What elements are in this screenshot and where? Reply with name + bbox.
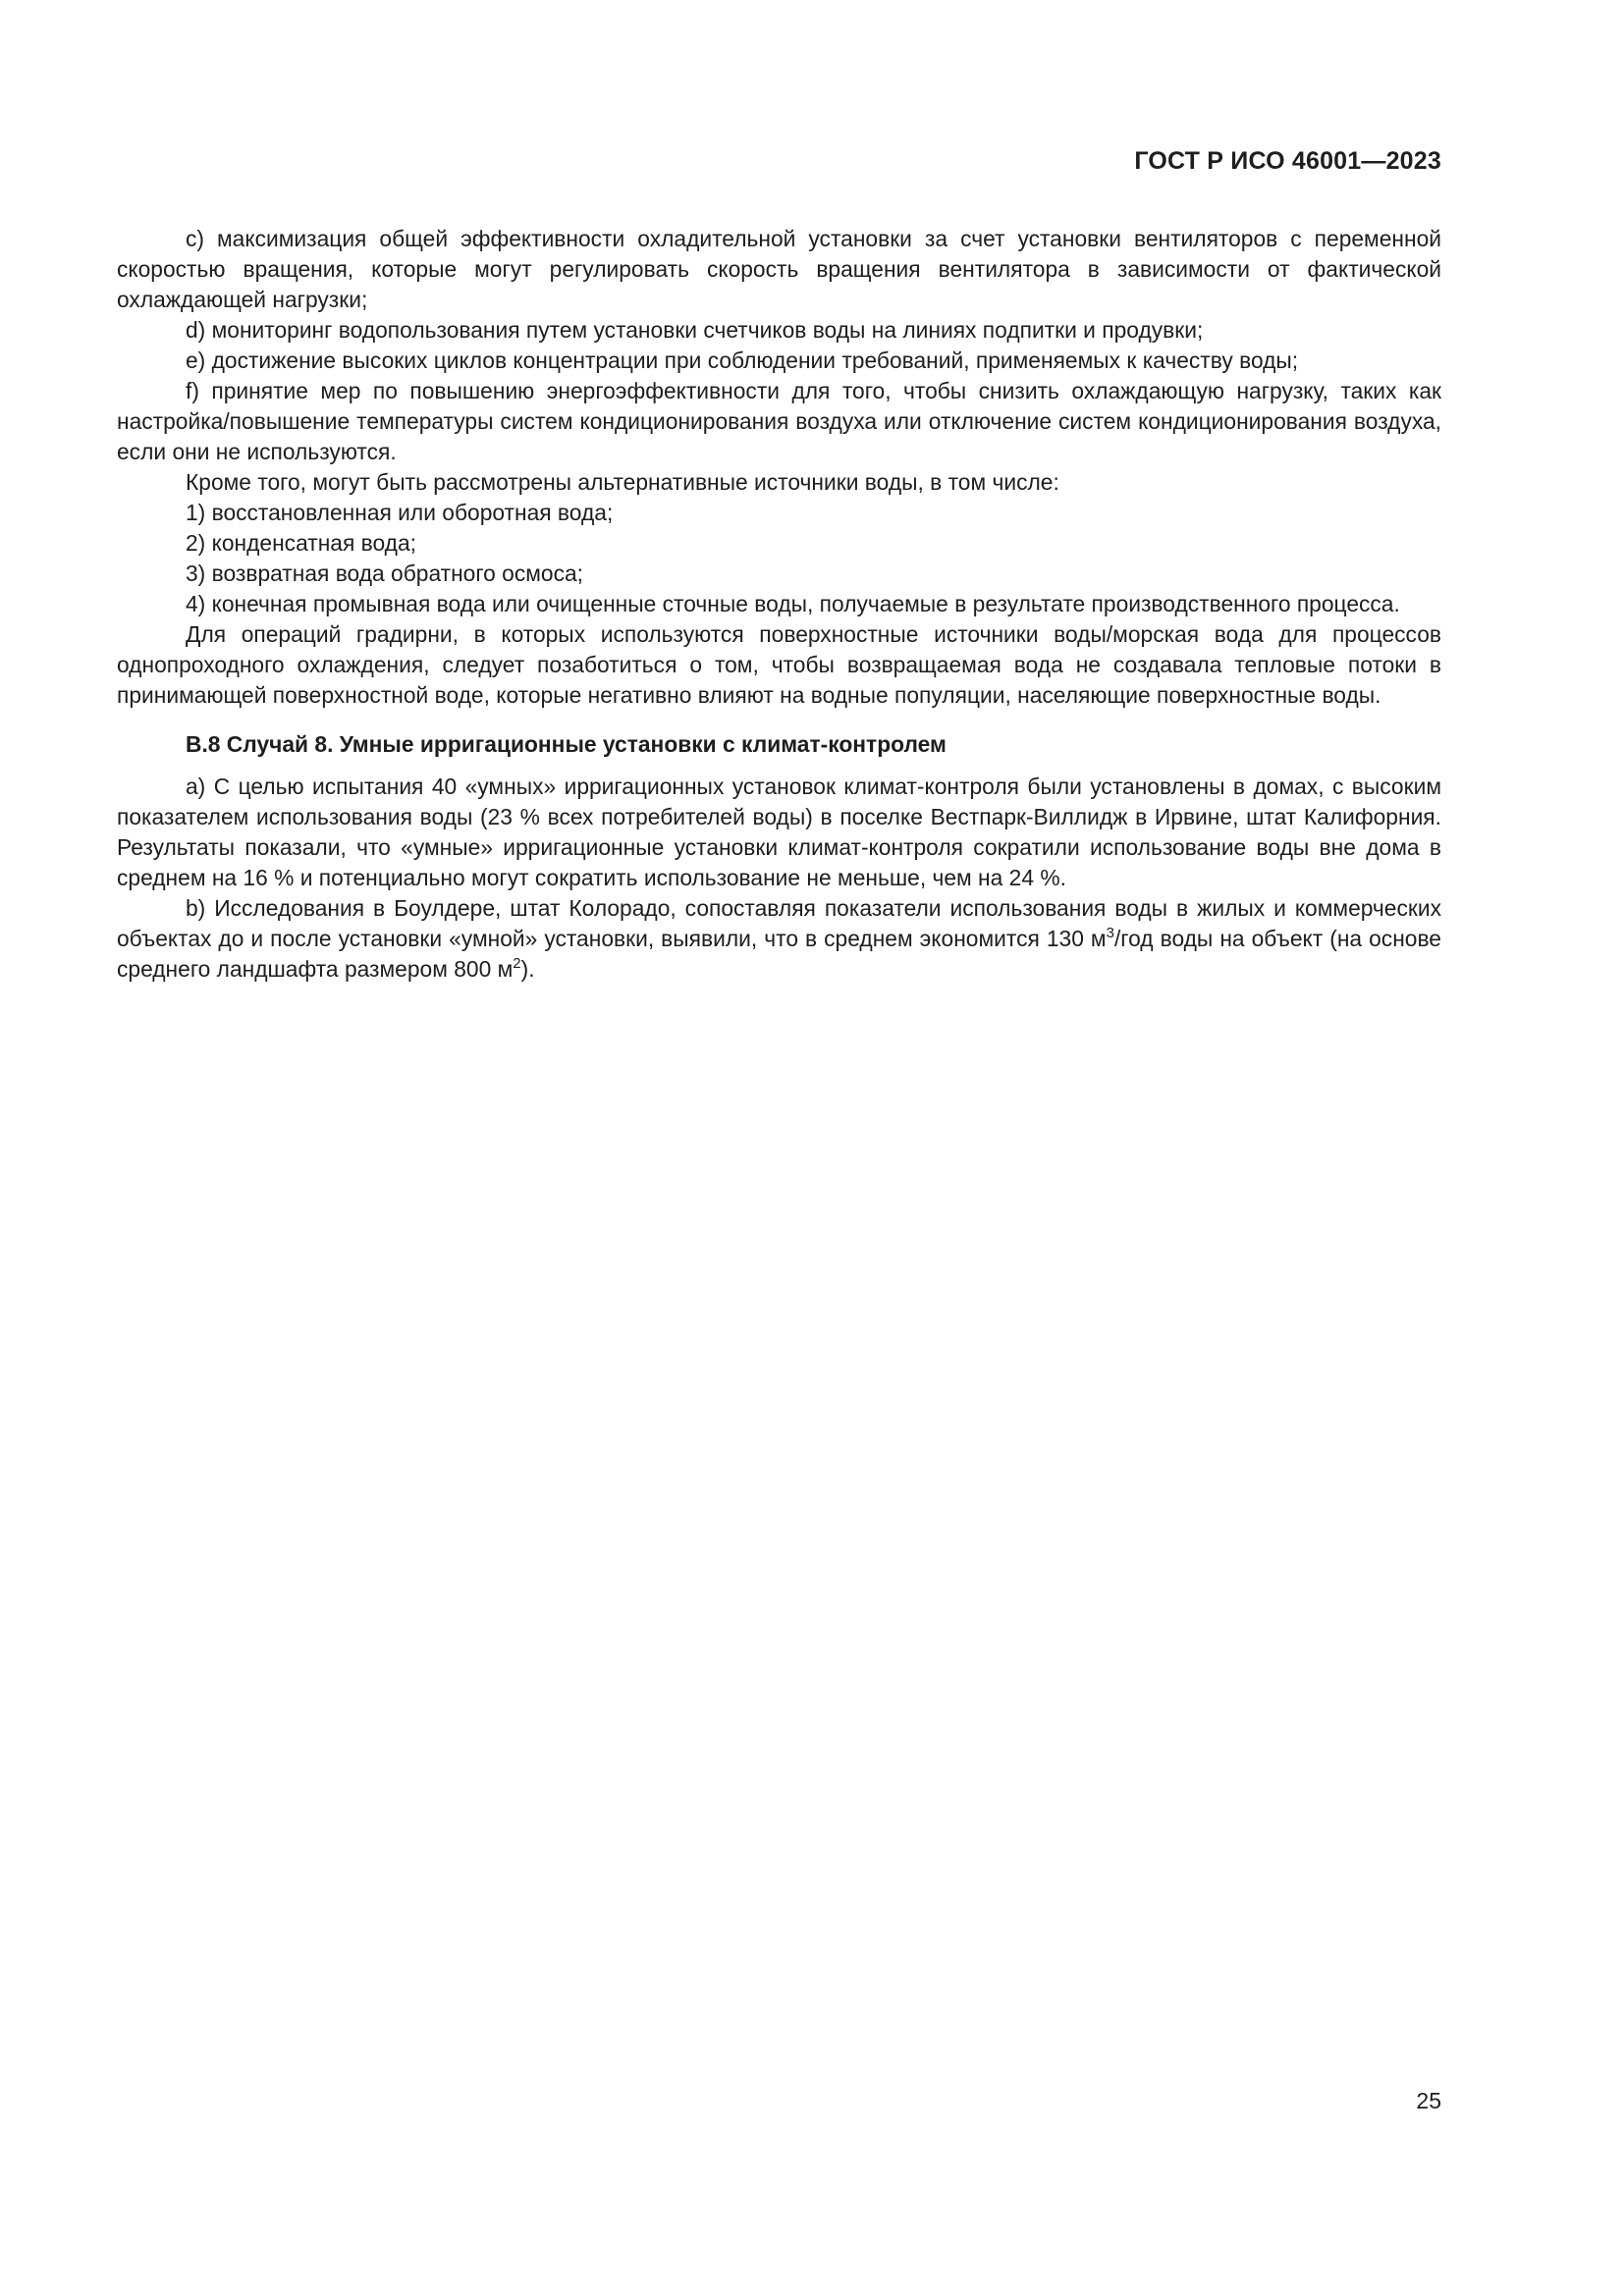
case-item-b-text-2: /год воды на объект (на основе среднего ландшафта размером 800 м (117, 926, 1441, 982)
main-content (117, 224, 1441, 985)
document-code-header: ГОСТ Р ИСО 46001—2023 (1134, 147, 1441, 175)
alternative-sources-intro: Кроме того, могут быть рассмотрены альтернативные источники воды, в том числе: (186, 469, 1059, 495)
alternative-source-1: 1) восстановленная или оборотная вода; (186, 500, 614, 525)
alternative-source-2: 2) конденсатная вода; (186, 530, 416, 556)
alternative-source-4: 4) конечная промывная вода или очищенные сточные воды, получаемые в результате производственного процесса. (186, 591, 1400, 616)
case-item-b-text-1: b) Исследования в Боулдере, штат Колорадо, сопоставляя показатели использования воды в жилых и коммерческих объектах до и после установки «умной» установки, выявили, что в среднем экономится 130 м (117, 895, 1441, 951)
alternative-source-3: 3) возвратная вода обратного осмоса; (186, 561, 584, 586)
superscript-cubic: 3 (1106, 925, 1114, 941)
case-item-a: a) С целью испытания 40 «умных» ирригационных установок климат-контроля были установлены в домах, с высоким показателем использования воды (23 % всех потребителей воды) в поселке Вестпарк-Виллидж в Ирвине, штат Калифорния. Результаты показали, что «умные» ирригационные установки климат-контроля сократили использование воды вне дома в среднем на 16 % и потенциально могут сократить использование не меньше, чем на 24 %. (117, 774, 1441, 890)
list-item-c: c) максимизация общей эффективности охладительной установки за счет установки вентиляторов с переменной скоростью вращения, которые могут регулировать скорость вращения вентилятора в зависимости от фактической охлаждающей нагрузки; (117, 226, 1441, 312)
case-item-b-text-3: ). (520, 956, 535, 982)
list-item-e: e) достижение высоких циклов концентрации при соблюдении требований, применяемых к качеству воды; (186, 347, 1299, 373)
case-item-b (117, 893, 1441, 985)
list-item-d: d) мониторинг водопользования путем установки счетчиков воды на линиях подпитки и продувки; (186, 317, 1204, 343)
page-number: 25 (1416, 2088, 1441, 2113)
superscript-square: 2 (513, 955, 521, 972)
section-heading-b8: В.8 Случай 8. Умные ирригационные установки с климат-контролем (186, 731, 947, 757)
list-item-f: f) принятие мер по повышению энергоэффективности для того, чтобы снизить охлаждающую нагрузку, таких как настройка/повышение температуры систем кондиционирования воздуха или отключение систем кондиционирования воздуха, если они не используются. (117, 378, 1441, 464)
cooling-tower-paragraph: Для операций градирни, в которых используются поверхностные источники воды/морская вода для процессов однопроходного охлаждения, следует позаботиться о том, чтобы возвращаемая вода не создавала тепловые потоки в принимающей поверхностной воде, которые негативно влияют на водные популяции, населяющие поверхностные воды. (117, 621, 1441, 708)
